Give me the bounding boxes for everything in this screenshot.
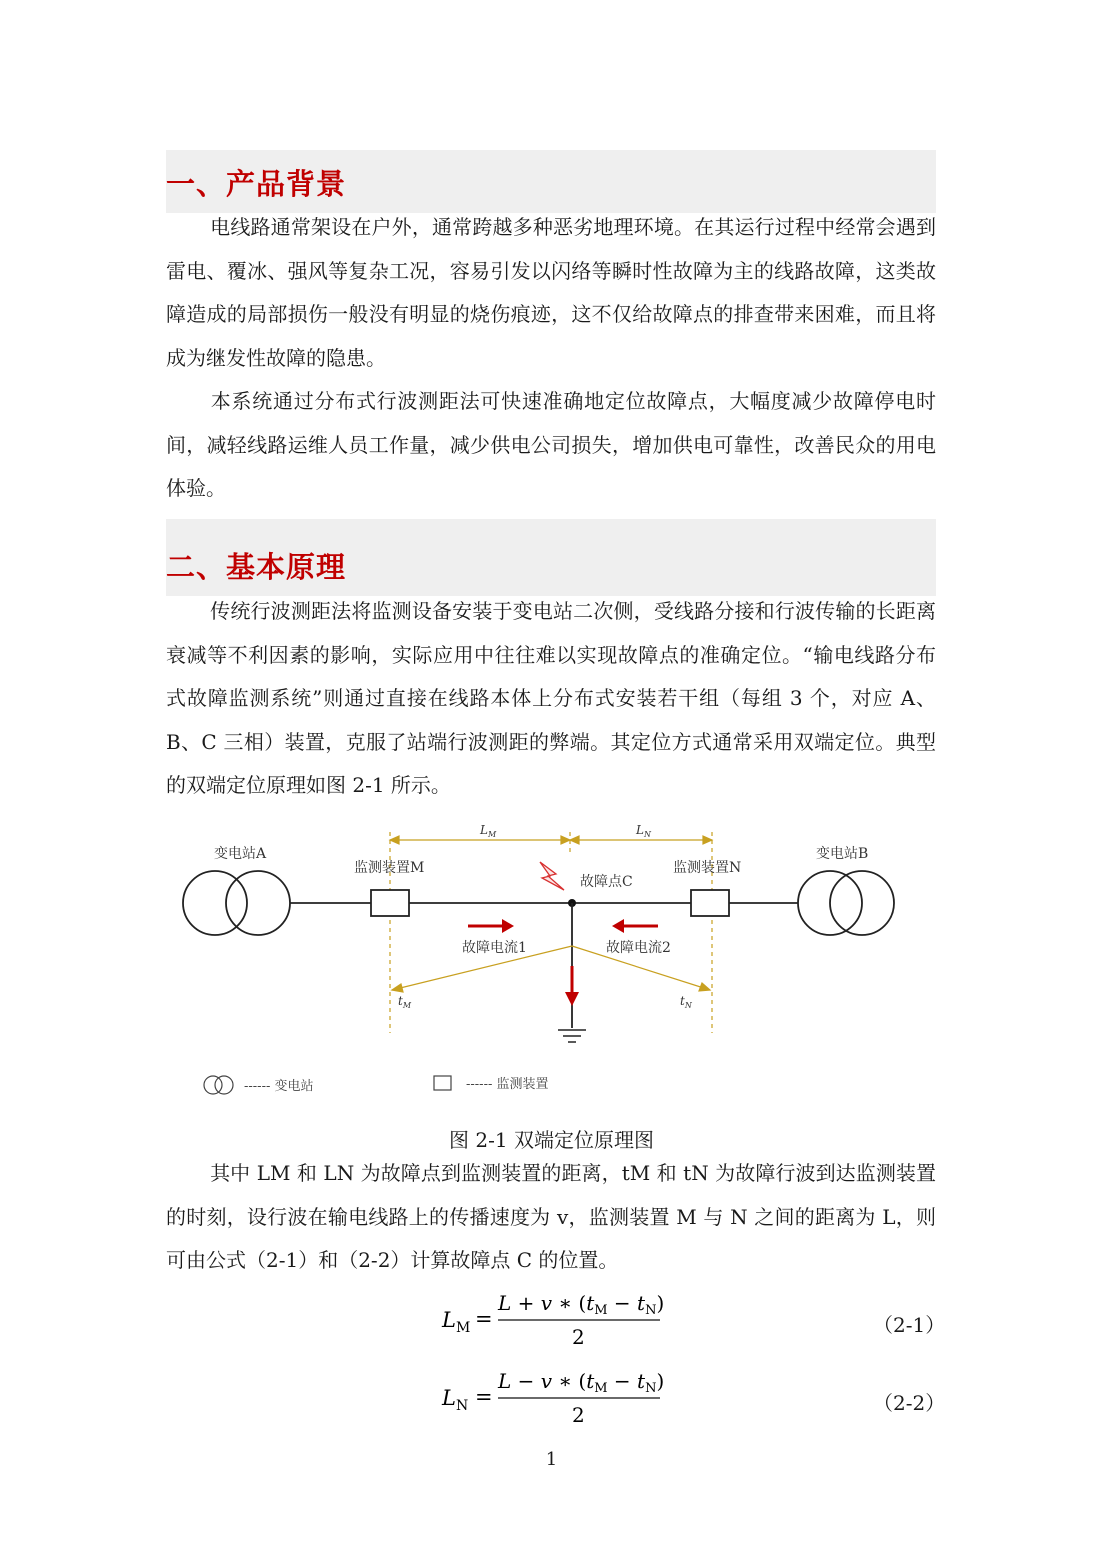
- label-tm: $t_M$: [398, 994, 412, 1010]
- svg-text:LN: $L_N$: [442, 1386, 469, 1414]
- double-end-location-diagram: [180, 818, 910, 1108]
- device-m-box: [371, 890, 409, 916]
- device-n-label: 监测装置N: [673, 860, 742, 876]
- lightning-icon: [540, 862, 564, 890]
- page-number: 1: [545, 1449, 558, 1470]
- legend-station-icon: [204, 1076, 233, 1094]
- device-n-box: [691, 890, 729, 916]
- label-ln: $L_N$: [636, 823, 651, 839]
- fault-point-label: 故障点C: [580, 874, 633, 890]
- section-title: 一、产品背景: [166, 167, 347, 201]
- figure-caption: 图 2-1 双端定位原理图: [449, 1128, 654, 1152]
- station-a-transformer-icon: [183, 871, 290, 935]
- svg-text:2: 2: [572, 1325, 585, 1349]
- svg-text:=: =: [475, 1385, 493, 1409]
- fault-current-arrow-1: [468, 919, 514, 933]
- label-tn: $t_N$: [680, 994, 692, 1010]
- section-header: [166, 519, 936, 596]
- svg-text:2: 2: [572, 1403, 585, 1427]
- paragraph: 电线路通常架设在户外，通常跨越多种恶劣地理环境。在其运行过程中经常会遇到雷电、覆冰、强风等复杂工况，容易引发以闪络等瞬时性故障为主的线路故障，这类故障造成的局部损伤一般没有明显的烧伤痕迹，这不仅给故障点的排查带来困难，而且将成为继发性故障的隐患。: [166, 215, 936, 370]
- svg-text:L − v ∗ (tM − tN): L − v ∗ $(t_M - t_N)$: [498, 1369, 665, 1396]
- fault-current-arrow-2: [612, 919, 658, 933]
- station-b-label: 变电站B: [816, 846, 869, 862]
- svg-text:L + v ∗ (tM − tN): L + v ∗ $(t_M - t_N)$: [498, 1291, 665, 1318]
- reference-dashes: [390, 832, 712, 1033]
- section-header: [166, 150, 936, 213]
- equation-2-1: [440, 1288, 670, 1350]
- label-lm: $L_M$: [480, 823, 497, 839]
- section-title: 二、基本原理: [166, 550, 347, 584]
- paragraph: 其中 LM 和 LN 为故障点到监测装置的距离，tM 和 tN 为故障行波到达监测装置的时刻，设行波在输电线路上的传播速度为 v，监测装置 M 与 N 之间的距离为 L，则可由公式（2-1）和（2-2）计算故障点 C 的位置。: [166, 1161, 936, 1272]
- ground-icon: [558, 1030, 586, 1042]
- fault-current-2-label: 故障电流2: [606, 940, 671, 956]
- legend-station-label: ------ 变电站: [244, 1079, 314, 1094]
- equation-number: （2-1）: [873, 1313, 946, 1337]
- svg-text:LM: $L_M$: [442, 1308, 471, 1336]
- fault-current-1-label: 故障电流1: [462, 940, 527, 956]
- legend-device-icon: [434, 1076, 451, 1090]
- paragraph: 本系统通过分布式行波测距法可快速准确地定位故障点，大幅度减少故障停电时间，减轻线路运维人员工作量，减少供电公司损失，增加供电可靠性，改善民众的用电体验。: [166, 389, 936, 500]
- device-m-label: 监测装置M: [354, 860, 425, 876]
- station-b-transformer-icon: [798, 871, 894, 935]
- ground-current-arrow: [565, 966, 579, 1006]
- legend-device-label: ------ 监测装置: [466, 1077, 549, 1092]
- svg-text:=: =: [475, 1307, 493, 1331]
- equation-number: （2-2）: [873, 1391, 946, 1415]
- distance-dimension: [390, 836, 712, 844]
- equation-2-2: [440, 1366, 670, 1428]
- station-a-label: 变电站A: [214, 846, 267, 862]
- paragraph: 传统行波测距法将监测设备安装于变电站二次侧，受线路分接和行波传输的长距离衰减等不利因素的影响，实际应用中往往难以实现故障点的准确定位。“输电线路分布式故障监测系统”则通过直接在线路本体上分布式安装若干组（每组 3 个，对应 A、B、C 三相）装置，克服了站端行波测距的弊端。其定位方式通常采用双端定位。典型的双端定位原理如图 2-1 所示。: [166, 599, 936, 797]
